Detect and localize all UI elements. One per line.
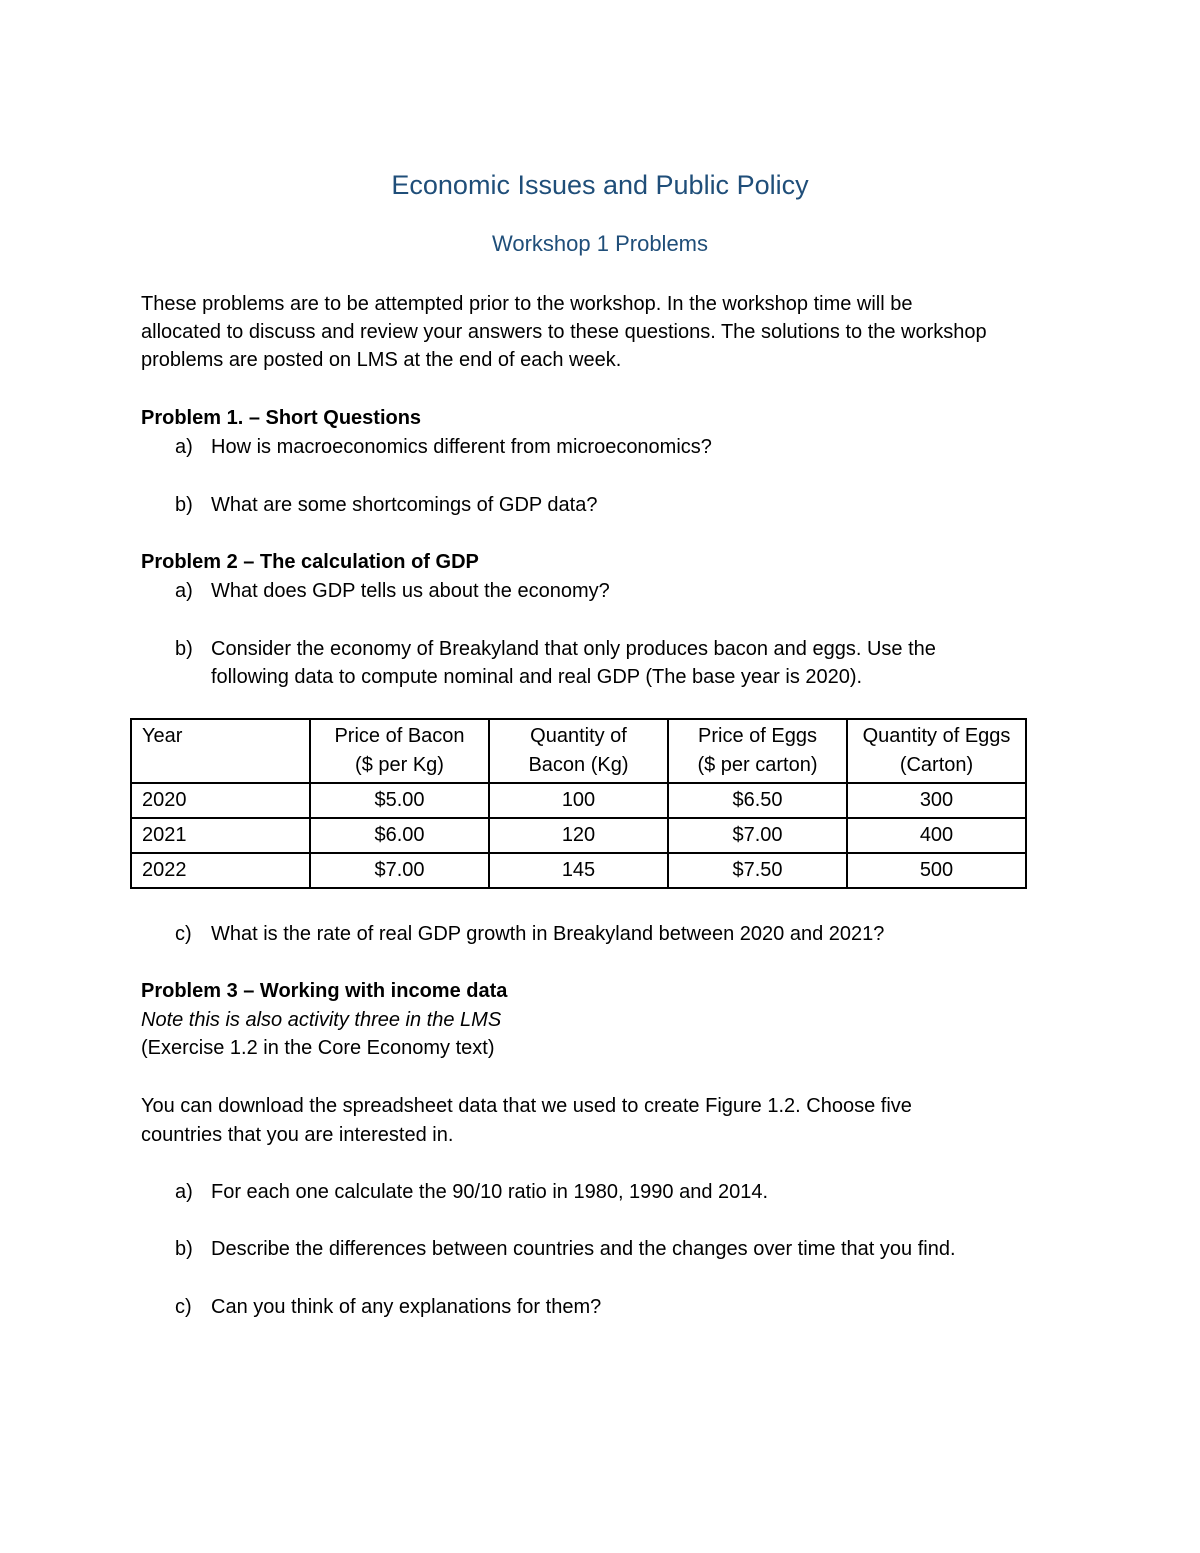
problem3-para-line-1: You can download the spreadsheet data that we used to create Figure 1.2. Choose five [141, 1095, 912, 1117]
document-subtitle: Workshop 1 Problems [491, 231, 708, 256]
problem3-item-b [175, 1235, 956, 1263]
problem1-item-b [175, 491, 597, 519]
header-price-bacon: Price of Bacon ($ per Kg) [310, 719, 489, 783]
header-year: Year [131, 719, 310, 783]
item-marker: b) [175, 494, 193, 516]
intro-line-2: allocated to discuss and review your answers to these questions. The solutions to the workshop [141, 321, 987, 343]
problem2-item-c [175, 920, 884, 948]
item-text: Describe the differences between countries and the changes over time that you find. [211, 1238, 956, 1260]
table-row [131, 818, 1026, 853]
problem3-item-c [175, 1293, 601, 1321]
cell-price-bacon: $7.00 [310, 853, 489, 888]
intro-line-1: These problems are to be attempted prior to the workshop. In the workshop time will be [141, 293, 913, 315]
problem3-note: Note this is also activity three in the LMS [141, 1009, 502, 1031]
cell-price-bacon: $6.00 [310, 818, 489, 853]
problem2-item-b-continued: following data to compute nominal and real GDP (The base year is 2020). [211, 666, 863, 688]
header-price-eggs: Price of Eggs ($ per carton) [668, 719, 847, 783]
problem3-para-line-2: countries that you are interested in. [141, 1124, 454, 1146]
item-text: What are some shortcomings of GDP data? [211, 494, 598, 516]
problem2-item-a [175, 577, 610, 605]
item-text: Can you think of any explanations for them? [211, 1296, 602, 1318]
item-text: What is the rate of real GDP growth in Breakyland between 2020 and 2021? [211, 923, 885, 945]
cell-quantity-bacon: 100 [489, 783, 668, 818]
cell-year: 2021 [131, 818, 310, 853]
item-marker: a) [175, 580, 193, 602]
cell-price-eggs: $7.50 [668, 853, 847, 888]
item-marker: b) [175, 638, 193, 660]
item-marker: c) [175, 1296, 192, 1318]
cell-quantity-eggs: 500 [847, 853, 1026, 888]
item-text: How is macroeconomics different from microeconomics? [211, 436, 712, 458]
header-quantity-bacon: Quantity of Bacon (Kg) [489, 719, 668, 783]
problem3-exercise: (Exercise 1.2 in the Core Economy text) [141, 1037, 495, 1059]
item-marker: b) [175, 1238, 193, 1260]
document-title: Economic Issues and Public Policy [391, 170, 809, 200]
cell-quantity-eggs: 400 [847, 818, 1026, 853]
cell-quantity-bacon: 120 [489, 818, 668, 853]
table-row [131, 783, 1026, 818]
intro-line-3: problems are posted on LMS at the end of each week. [141, 349, 622, 371]
cell-year: 2022 [131, 853, 310, 888]
problem1-heading: Problem 1. – Short Questions [141, 407, 422, 429]
table-header-row [131, 719, 1026, 783]
gdp-data-table [130, 718, 1027, 889]
cell-price-bacon: $5.00 [310, 783, 489, 818]
item-text: For each one calculate the 90/10 ratio in 1980, 1990 and 2014. [211, 1181, 769, 1203]
cell-quantity-bacon: 145 [489, 853, 668, 888]
item-marker: a) [175, 436, 193, 458]
item-marker: a) [175, 1181, 193, 1203]
cell-price-eggs: $6.50 [668, 783, 847, 818]
item-marker: c) [175, 923, 192, 945]
problem2-item-b [175, 635, 936, 663]
cell-year: 2020 [131, 783, 310, 818]
problem3-item-a [175, 1178, 768, 1206]
problem2-heading: Problem 2 – The calculation of GDP [141, 551, 479, 573]
cell-price-eggs: $7.00 [668, 818, 847, 853]
cell-quantity-eggs: 300 [847, 783, 1026, 818]
problem1-item-a [175, 433, 712, 461]
table-row [131, 853, 1026, 888]
item-text: Consider the economy of Breakyland that only produces bacon and eggs. Use the [211, 638, 936, 660]
item-text: What does GDP tells us about the economy? [211, 580, 610, 602]
header-quantity-eggs: Quantity of Eggs (Carton) [847, 719, 1026, 783]
problem3-heading: Problem 3 – Working with income data [141, 980, 508, 1002]
